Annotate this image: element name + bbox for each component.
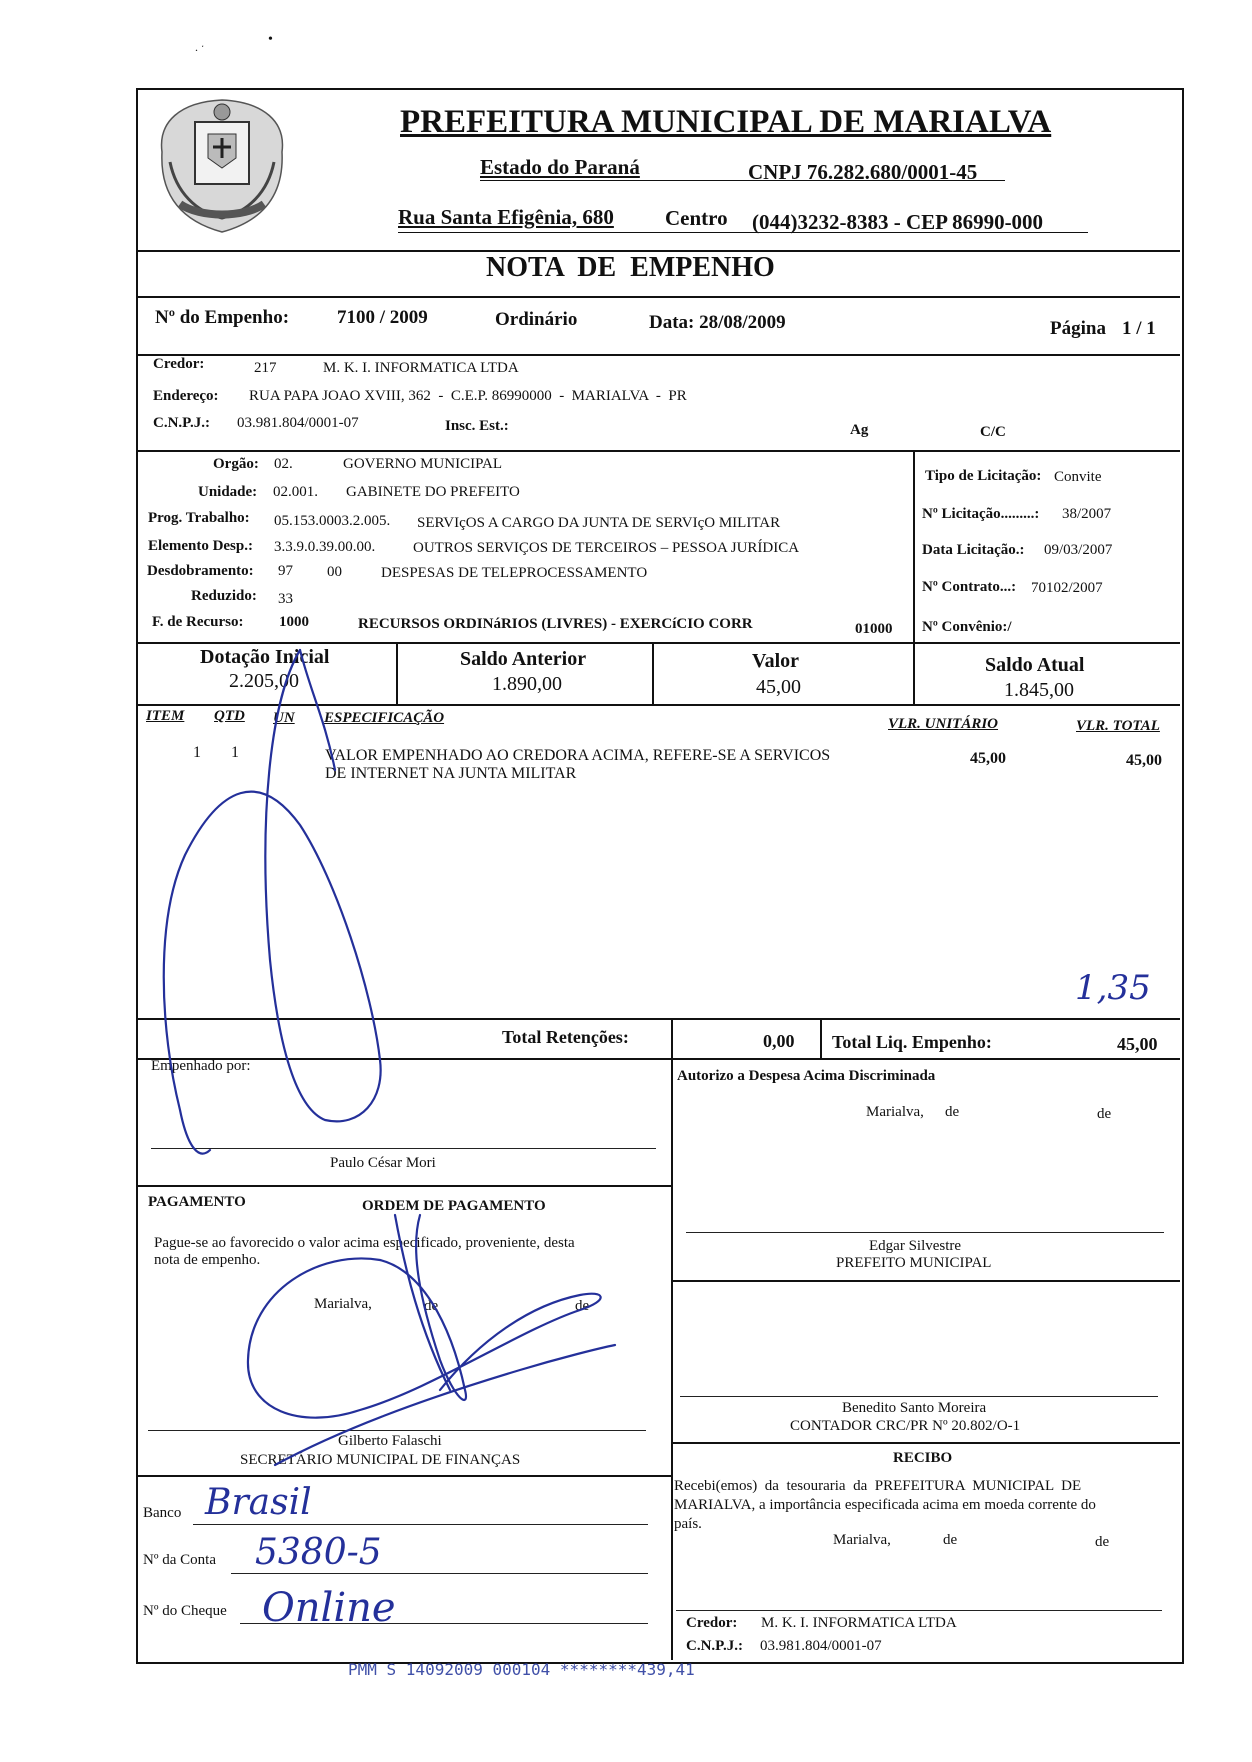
city-phone-cep: (044)3232-8383 - CEP 86990-000 (752, 210, 1044, 234)
prefeito-title: PREFEITO MUNICIPAL (836, 1255, 992, 1271)
credor-cnpj: 03.981.804/0001-07 (237, 415, 359, 431)
handwritten-account: 5380-5 (255, 1532, 382, 1573)
agency-label: Ag (850, 422, 869, 438)
desd-code: 97 (278, 563, 293, 579)
recurso-code: 1000 (279, 614, 309, 630)
item-spec-line2: DE INTERNET NA JUNTA MILITAR (325, 765, 577, 782)
orgao-label: Orgão: (213, 456, 259, 472)
saldo-atual-label: Saldo Atual (985, 654, 1085, 676)
scan-marks: • (268, 32, 273, 47)
empenhado-label: Empenhado por: (151, 1058, 251, 1074)
licitacao-date: 09/03/2007 (1044, 542, 1113, 558)
credor-code: 217 (254, 360, 277, 376)
retencoes-label: Total Retenções: (502, 1027, 629, 1047)
conta-label: Nº da Conta (143, 1552, 216, 1568)
elem-label: Elemento Desp.: (148, 538, 253, 554)
handwritten-bank: Brasil (205, 1482, 312, 1523)
page-number: 1 / 1 (1122, 318, 1156, 339)
pagamento-text-line2: nota de empenho. (154, 1252, 261, 1268)
elem-code: 3.3.9.0.39.00.00. (274, 539, 376, 555)
empenho-date: Data: 28/08/2009 (649, 312, 786, 333)
items-header-item: ITEM (146, 708, 185, 724)
prog-code: 05.153.0003.2.005. (274, 513, 391, 529)
ordem-pagamento-label: ORDEM DE PAGAMENTO (362, 1198, 546, 1214)
pagamento-de1: de (424, 1298, 439, 1314)
pagamento-de2: de (575, 1298, 590, 1314)
reduzido-value: 33 (278, 591, 293, 607)
item-unit-price: 45,00 (970, 750, 1006, 767)
retencoes-value: 0,00 (763, 1031, 795, 1051)
autorizo-de2: de (1097, 1106, 1112, 1122)
credor-name: M. K. I. INFORMATICA LTDA (323, 360, 519, 376)
elem-name: OUTROS SERVIÇOS DE TERCEIROS – PESSOA JURÍDICA (413, 540, 800, 556)
pagamento-label: PAGAMENTO (148, 1194, 246, 1210)
item-spec-line1: VALOR EMPENHADO AO CREDORA ACIMA, REFERE-SE A SERVICOS (325, 747, 831, 764)
page-title: PREFEITURA MUNICIPAL DE MARIALVA (400, 104, 1052, 140)
saldo-anterior-label: Saldo Anterior (460, 648, 587, 670)
reduzido-label: Reduzido: (191, 588, 257, 604)
licitacao-number: 38/2007 (1062, 506, 1112, 522)
recibo-title: RECIBO (893, 1450, 953, 1466)
desd-label: Desdobramento: (147, 563, 254, 579)
convenio-label: Nº Convênio:/ (922, 619, 1012, 635)
contrato-number: 70102/2007 (1031, 580, 1103, 596)
tipo-licitacao-label: Tipo de Licitação: (925, 468, 1042, 484)
cnpj-label: C.N.P.J.: (153, 415, 210, 431)
orgao-code: 02. (274, 456, 293, 472)
city-district: Centro (665, 206, 728, 230)
empenhado-name: Paulo César Mori (330, 1155, 436, 1171)
tipo-licitacao-value: Convite (1054, 469, 1102, 485)
cheque-label: Nº do Cheque (143, 1603, 227, 1619)
liquido-label: Total Liq. Empenho: (832, 1032, 992, 1052)
saldo-atual-value: 1.845,00 (1004, 679, 1074, 701)
prog-label: Prog. Trabalho: (148, 510, 250, 526)
licitacao-date-label: Data Licitação.: (922, 542, 1025, 558)
recibo-text-line2: MARIALVA, a importância especificada acima em moeda corrente do (674, 1497, 1096, 1513)
desd-name: DESPESAS DE TELEPROCESSAMENTO (381, 565, 648, 581)
contador-name: Benedito Santo Moreira (842, 1400, 987, 1416)
recurso-number: 01000 (855, 621, 893, 637)
item-number: 1 (193, 744, 201, 761)
recibo-credor-label: Credor: (686, 1615, 738, 1631)
handwritten-note: 1,35 (1075, 968, 1151, 1008)
items-header-qtd: QTD (214, 708, 245, 724)
pagamento-text-line1: Pague-se ao favorecido o valor acima especificado, proveniente, desta (154, 1235, 575, 1251)
recibo-text-line1: Recebi(emos) da tesouraria da PREFEITURA MUNICIPAL DE (674, 1478, 1082, 1494)
contrato-label: Nº Contrato...: (922, 579, 1017, 595)
empenho-type: Ordinário (495, 309, 578, 330)
prefeito-name: Edgar Silvestre (869, 1238, 962, 1254)
secretario-name: Gilberto Falaschi (338, 1433, 442, 1449)
scan-marks: . ˑ (195, 40, 205, 54)
credor-label: Credor: (153, 356, 205, 372)
desd-sub: 00 (327, 564, 342, 580)
empenho-number: 7100 / 2009 (337, 307, 428, 328)
secretario-title: SECRETÁRIO MUNICIPAL DE FINANÇAS (240, 1452, 521, 1468)
empenho-number-label: Nº do Empenho: (155, 307, 290, 328)
prog-name: SERVIçOS A CARGO DA JUNTA DE SERVIçO MILITAR (417, 515, 781, 531)
dotacao-label: Dotação Inicial (200, 646, 330, 668)
unidade-code: 02.001. (273, 484, 318, 500)
recibo-cnpj-label: C.N.P.J.: (686, 1638, 743, 1654)
city-cnpj: CNPJ 76.282.680/0001-45 (748, 160, 978, 184)
recurso-label: F. de Recurso: (152, 614, 244, 630)
orgao-name: GOVERNO MUNICIPAL (343, 456, 503, 472)
licitacao-number-label: Nº Licitação.........: (922, 506, 1040, 522)
state-label: Estado do Paraná (480, 155, 640, 179)
items-header-total: VLR. TOTAL (1076, 718, 1160, 734)
handwritten-cheque: Online (262, 1585, 396, 1631)
processing-stamp: PMM S 14092009 000104 ********439,41 (348, 1660, 695, 1679)
recibo-de2: de (1095, 1534, 1110, 1550)
autorizo-de1: de (945, 1104, 960, 1120)
valor-value: 45,00 (756, 676, 801, 698)
contador-title: CONTADOR CRC/PR Nº 20.802/O-1 (790, 1418, 1021, 1434)
item-total: 45,00 (1126, 752, 1162, 769)
autorizo-label: Autorizo a Despesa Acima Discriminada (677, 1068, 936, 1084)
recibo-cnpj: 03.981.804/0001-07 (760, 1638, 882, 1654)
document-title: NOTA DE EMPENHO (486, 252, 775, 283)
items-header-un: UN (273, 710, 295, 726)
banco-label: Banco (143, 1505, 182, 1521)
city-street: Rua Santa Efigênia, 680 (398, 205, 614, 229)
unidade-name: GABINETE DO PREFEITO (346, 484, 520, 500)
insc-est-label: Insc. Est.: (445, 418, 509, 434)
valor-label: Valor (752, 650, 800, 672)
items-header-spec: ESPECIFICAÇÃO (324, 710, 445, 726)
recibo-text-line3: país. (674, 1516, 702, 1532)
recibo-city: Marialva, (833, 1532, 891, 1548)
pagamento-city: Marialva, (314, 1296, 372, 1312)
dotacao-value: 2.205,00 (229, 670, 299, 692)
page-label: Página (1050, 318, 1106, 339)
credor-address: RUA PAPA JOAO XVIII, 362 - C.E.P. 86990000 - MARIALVA - PR (249, 388, 687, 404)
unidade-label: Unidade: (198, 484, 258, 500)
account-label: C/C (980, 424, 1006, 440)
recurso-name: RECURSOS ORDINáRIOS (LIVRES) - EXERCíCIO CORR (358, 616, 753, 632)
items-header-unit-price: VLR. UNITÁRIO (888, 716, 999, 732)
item-qtd: 1 (231, 744, 239, 761)
address-label: Endereço: (153, 388, 219, 404)
autorizo-city: Marialva, (866, 1104, 924, 1120)
liquido-value: 45,00 (1117, 1034, 1158, 1054)
recibo-de1: de (943, 1532, 958, 1548)
recibo-credor-name: M. K. I. INFORMATICA LTDA (761, 1615, 957, 1631)
saldo-anterior-value: 1.890,00 (492, 673, 562, 695)
